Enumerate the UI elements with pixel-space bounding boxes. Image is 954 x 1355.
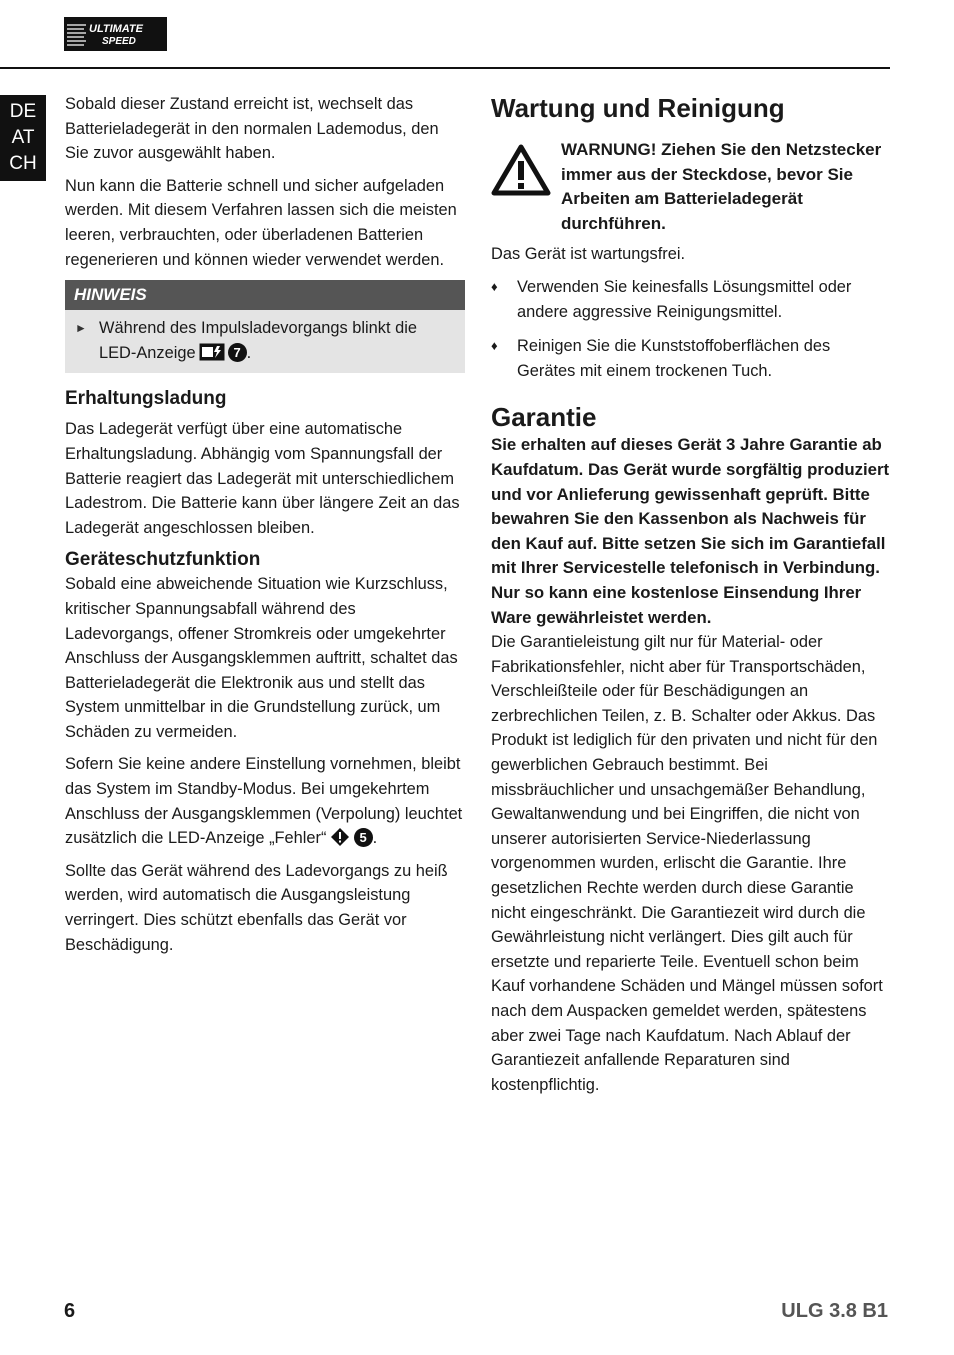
- warranty-bold-paragraph: Sie erhalten auf dieses Gerät 3 Jahre Garantie ab Kaufdatum. Das Gerät wurde sorgfältig produziert und vor Anlieferung gewissenhaft geprüft. Bitte bewahren Sie den Kassenbon als Nachweis für den Kauf auf. Bitte setzen Sie sich im Garantiefall mit Ihrer Servicestelle telefonisch in Verbindung. Nur so kann eine kostenlose Einsendung Ihrer Ware gewährleistet werden.: [491, 435, 890, 627]
- note-text: Während des Impulsladevorgangs blinkt die LED-Anzeige 7 .: [99, 319, 417, 362]
- section-heading: Geräteschutzfunktion: [65, 549, 261, 571]
- paragraph: Die Garantieleistung gilt nur für Material- oder Fabrikationsfehler, nicht aber für Transportschäden, Verschleißteile oder für Beschädigungen an zerbrechlichen Teilen, z. B. Schalter oder Akkus. Das Produkt ist lediglich für den privaten und nicht für den gewerblichen Gebrauch bestimmt. Bei missbräuchlicher und unsachgemäßer Behandlung, Gewaltanwendung und bei Eingriffen, die nicht von unserer autorisierten Service-Niederlassung vorgenommen wurden, erlischt die Garantie. Ihre gesetzlichen Rechte werden durch diese Garantie nicht eingeschränkt. Die Garantiezeit wird durch die Gewährleistung nicht verlängert. Dies gilt auch für ersetzte und reparierte Teile. Eventuell schon beim Kauf vorhandene Schäden und Mängel müssen sofort nach dem Auspacken gemeldet werden, spätestens aber zwei Tage nach Kaufdatum. Nach Ablauf der Garantiezeit anfallende Reparaturen sind kostenpflichtig.: [491, 633, 883, 1094]
- paragraph: Sofern Sie keine andere Einstellung vornehmen, bleibt das System im Standby-Modus. Bei umgekehrtem Anschluss der Ausgangsklemmen (Verpolung) leuchtet zusätzlich die LED-Anzeige „Fehler“ 5 .: [65, 755, 463, 848]
- note-box: [65, 280, 465, 373]
- led-battery-icon: [199, 343, 225, 361]
- warning-triangle-icon: [491, 144, 551, 196]
- paragraph: Sobald dieser Zustand erreicht ist, wechselt das Batterieladegerät in den normalen Lademodus, den Sie zuvor ausgewählt haben.: [65, 95, 439, 163]
- arrow-bullet-icon: ►: [75, 321, 87, 336]
- paragraph: Nun kann die Batterie schnell und sicher aufgeladen werden. Mit diesem Verfahren lassen sich die meisten leeren, verbrauchten, oder überladenen Batterien regenerieren und können wieder verwendet werden.: [65, 176, 457, 269]
- paragraph: Das Gerät ist wartungsfrei.: [491, 245, 686, 264]
- language-tab: [0, 95, 46, 181]
- paragraph: Sollte das Gerät während des Ladevorgangs zu heiß werden, wird automatisch die Ausgangsleistung verringert. Dies schützt ebenfalls das Gerät vor Beschädigung.: [65, 861, 448, 954]
- right-column: [491, 92, 891, 1105]
- section-heading: Garantie: [491, 402, 597, 433]
- logo-top-text: ULTIMATE: [89, 23, 143, 35]
- lang-de: DE: [9, 101, 37, 122]
- error-diamond-icon: [331, 828, 349, 846]
- callout-number: 5: [354, 828, 373, 847]
- ultimate-speed-logo: [64, 17, 167, 51]
- callout-number: 7: [228, 343, 247, 362]
- page-number: 6: [64, 1300, 76, 1322]
- list-item: ♦ Reinigen Sie die Kunststoffoberflächen des Gerätes mit einem trockenen Tuch.: [491, 334, 891, 383]
- section-heading: Erhaltungsladung: [65, 388, 227, 410]
- warning-block: [491, 138, 891, 236]
- paragraph: Sobald eine abweichende Situation wie Kurzschluss, kritischer Spannungsabfall während des Ladevorgangs, offener Stromkreis oder umgekehrter Anschluss der Ausgangsklemmen auftritt, schaltet das Batterieladegerät die Elektronik aus und stellt das System unmittelbar in die Grundstellung zurück, um Schäden zu vermeiden.: [65, 575, 458, 741]
- diamond-bullet-icon: ♦: [491, 338, 498, 354]
- warning-text: WARNUNG! Ziehen Sie den Netzstecker immer aus der Steckdose, bevor Sie Arbeiten am Batterieladegerät durchführen.: [561, 140, 882, 233]
- header-rule: [0, 67, 890, 69]
- note-title: HINWEIS: [65, 280, 465, 310]
- lang-ch: CH: [9, 153, 37, 174]
- model-number: ULG 3.8 B1: [781, 1300, 888, 1322]
- section-heading: Wartung und Reinigung: [491, 93, 785, 123]
- lang-at: AT: [11, 127, 35, 148]
- diamond-bullet-icon: ♦: [491, 278, 498, 294]
- paragraph: Das Ladegerät verfügt über eine automatische Erhaltungsladung. Abhängig vom Spannungsfall der Batterie reagiert das Ladegerät mit unterschiedlichem Ladestrom. Die Batterie kann über längere Zeit an das Ladegerät angeschlossen bleiben.: [65, 420, 460, 537]
- list-item: ♦ Verwenden Sie keinesfalls Lösungsmittel oder andere aggressive Reinigungsmittel.: [491, 275, 891, 324]
- logo-bottom-text: SPEED: [102, 36, 136, 47]
- left-column: [65, 92, 465, 965]
